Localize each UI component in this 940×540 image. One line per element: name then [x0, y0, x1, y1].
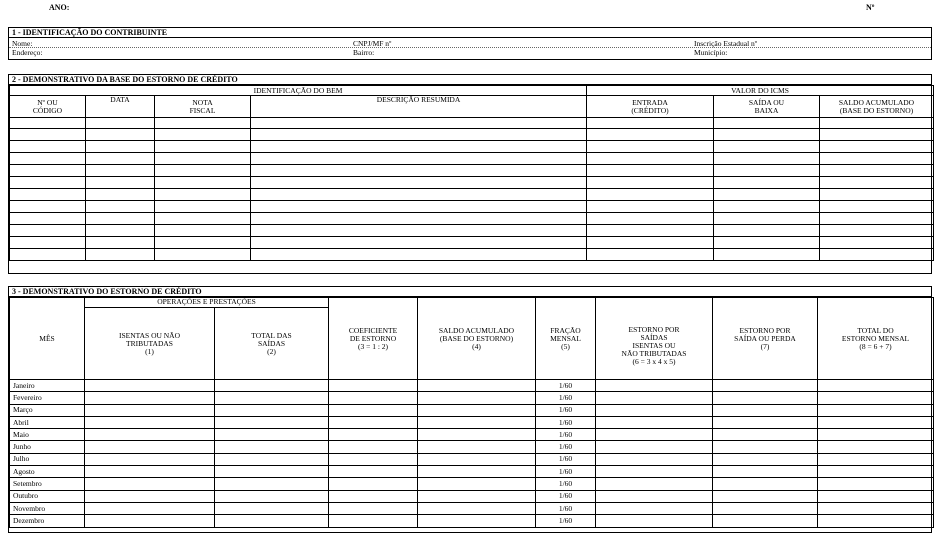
- month-row: [10, 502, 934, 514]
- base-estorno-cell[interactable]: [155, 201, 251, 213]
- col-estorno-perda: ESTORNO POR SAÍDA OU PERDA (7): [713, 298, 818, 380]
- month-label: Maio: [10, 429, 85, 441]
- estorno-cell[interactable]: [596, 392, 713, 404]
- estorno-cell[interactable]: [818, 404, 934, 416]
- base-estorno-cell[interactable]: [714, 129, 820, 141]
- estorno-cell[interactable]: [329, 490, 418, 502]
- estorno-cell[interactable]: [215, 404, 329, 416]
- base-estorno-cell[interactable]: [251, 225, 587, 237]
- estorno-cell[interactable]: [329, 416, 418, 428]
- col-isentas: ISENTAS OU NÃO TRIBUTADAS (1): [85, 308, 215, 380]
- base-estorno-row: [10, 201, 934, 213]
- month-label: Outubro: [10, 490, 85, 502]
- base-estorno-row: [10, 129, 934, 141]
- base-estorno-cell[interactable]: [714, 153, 820, 165]
- base-estorno-cell[interactable]: [587, 118, 714, 129]
- month-row: [10, 490, 934, 502]
- base-estorno-cell[interactable]: [714, 177, 820, 189]
- base-estorno-cell[interactable]: [587, 201, 714, 213]
- base-estorno-cell[interactable]: [86, 165, 155, 177]
- base-estorno-cell[interactable]: [714, 201, 820, 213]
- estorno-cell[interactable]: [215, 416, 329, 428]
- estorno-cell[interactable]: [329, 478, 418, 490]
- base-estorno-cell[interactable]: [251, 118, 587, 129]
- estorno-cell[interactable]: [596, 502, 713, 514]
- estorno-cell[interactable]: [215, 502, 329, 514]
- base-estorno-row: [10, 165, 934, 177]
- col-data: DATA: [86, 96, 155, 118]
- estorno-cell[interactable]: [818, 453, 934, 465]
- base-estorno-cell[interactable]: [251, 201, 587, 213]
- base-estorno-cell[interactable]: [587, 249, 714, 261]
- estorno-cell[interactable]: [418, 515, 536, 527]
- base-estorno-cell[interactable]: [820, 225, 934, 237]
- month-label: Dezembro: [10, 515, 85, 527]
- base-estorno-cell[interactable]: [10, 141, 86, 153]
- base-estorno-cell[interactable]: [86, 237, 155, 249]
- base-estorno-row: [10, 189, 934, 201]
- estorno-cell[interactable]: [713, 416, 818, 428]
- estorno-cell[interactable]: [418, 453, 536, 465]
- estorno-cell[interactable]: [329, 429, 418, 441]
- estorno-cell[interactable]: [215, 466, 329, 478]
- estorno-cell[interactable]: [418, 380, 536, 392]
- section3-title: 3 - DEMONSTRATIVO DO ESTORNO DE CRÉDITO: [9, 287, 931, 297]
- estorno-cell[interactable]: [418, 490, 536, 502]
- base-estorno-row: [10, 213, 934, 225]
- estorno-cell[interactable]: [215, 380, 329, 392]
- base-estorno-table: [9, 85, 934, 261]
- month-label: Março: [10, 404, 85, 416]
- base-estorno-cell[interactable]: [86, 249, 155, 261]
- fraction-cell: 1/60: [536, 392, 596, 404]
- estorno-cell[interactable]: [215, 478, 329, 490]
- estorno-cell[interactable]: [329, 466, 418, 478]
- base-estorno-row: [10, 237, 934, 249]
- base-estorno-cell[interactable]: [587, 213, 714, 225]
- base-estorno-cell[interactable]: [155, 249, 251, 261]
- month-label: Abril: [10, 416, 85, 428]
- nome-field[interactable]: Nome:: [12, 39, 33, 48]
- base-estorno-cell[interactable]: [251, 177, 587, 189]
- base-estorno-cell[interactable]: [155, 165, 251, 177]
- col-fracao-mensal: FRAÇÃO MENSAL (5): [536, 298, 596, 380]
- base-estorno-cell[interactable]: [820, 189, 934, 201]
- base-estorno-cell[interactable]: [820, 237, 934, 249]
- month-label: Agosto: [10, 466, 85, 478]
- estorno-cell[interactable]: [713, 404, 818, 416]
- estorno-cell[interactable]: [818, 429, 934, 441]
- base-estorno-cell[interactable]: [251, 237, 587, 249]
- base-estorno-row: [10, 225, 934, 237]
- base-estorno-cell[interactable]: [587, 177, 714, 189]
- estorno-cell[interactable]: [596, 404, 713, 416]
- estorno-cell[interactable]: [818, 502, 934, 514]
- base-estorno-cell[interactable]: [86, 201, 155, 213]
- estorno-cell[interactable]: [818, 392, 934, 404]
- estorno-cell[interactable]: [596, 515, 713, 527]
- month-label: Fevereiro: [10, 392, 85, 404]
- month-label: Junho: [10, 441, 85, 453]
- estorno-credito-table: [9, 297, 934, 528]
- estorno-cell[interactable]: [713, 502, 818, 514]
- estorno-cell[interactable]: [713, 515, 818, 527]
- estorno-cell[interactable]: [713, 392, 818, 404]
- month-row: [10, 515, 934, 527]
- estorno-cell[interactable]: [418, 502, 536, 514]
- fraction-cell: 1/60: [536, 502, 596, 514]
- base-estorno-cell[interactable]: [10, 177, 86, 189]
- estorno-cell[interactable]: [818, 478, 934, 490]
- base-estorno-cell[interactable]: [10, 189, 86, 201]
- month-row: [10, 392, 934, 404]
- base-estorno-cell[interactable]: [86, 153, 155, 165]
- base-estorno-cell[interactable]: [714, 213, 820, 225]
- estorno-cell[interactable]: [215, 441, 329, 453]
- fraction-cell: 1/60: [536, 478, 596, 490]
- col-saldo-acumulado-3: SALDO ACUMULADO (BASE DO ESTORNO) (4): [418, 298, 536, 380]
- base-estorno-cell[interactable]: [10, 118, 86, 129]
- month-row: [10, 380, 934, 392]
- estorno-cell[interactable]: [418, 392, 536, 404]
- estorno-cell[interactable]: [85, 453, 215, 465]
- estorno-cell[interactable]: [85, 502, 215, 514]
- base-estorno-cell[interactable]: [155, 129, 251, 141]
- estorno-cell[interactable]: [85, 416, 215, 428]
- base-estorno-cell[interactable]: [251, 189, 587, 201]
- estorno-cell[interactable]: [713, 429, 818, 441]
- month-label: Julho: [10, 453, 85, 465]
- base-estorno-cell[interactable]: [714, 249, 820, 261]
- estorno-cell[interactable]: [85, 490, 215, 502]
- base-estorno-cell[interactable]: [155, 213, 251, 225]
- base-estorno-cell[interactable]: [714, 165, 820, 177]
- estorno-cell[interactable]: [329, 453, 418, 465]
- estorno-cell[interactable]: [85, 404, 215, 416]
- base-estorno-cell[interactable]: [820, 153, 934, 165]
- month-label: Setembro: [10, 478, 85, 490]
- estorno-cell[interactable]: [85, 515, 215, 527]
- estorno-cell[interactable]: [329, 441, 418, 453]
- col-saida-baixa: SAÍDA OU BAIXA: [714, 96, 820, 118]
- estorno-cell[interactable]: [215, 453, 329, 465]
- base-estorno-cell[interactable]: [587, 189, 714, 201]
- base-estorno-cell[interactable]: [820, 249, 934, 261]
- municipio-field[interactable]: Município:: [694, 48, 728, 57]
- base-estorno-cell[interactable]: [86, 118, 155, 129]
- estorno-cell[interactable]: [596, 380, 713, 392]
- col-estorno-isentas: ESTORNO POR SAÍDAS ISENTAS OU NÃO TRIBUTADAS (6 = 3 x 4 x 5): [596, 298, 713, 380]
- month-label: Janeiro: [10, 380, 85, 392]
- section2-title: 2 - DEMONSTRATIVO DA BASE DO ESTORNO DE CRÉDITO: [9, 75, 931, 85]
- col-coeficiente: COEFICIENTE DE ESTORNO (3 = 1 : 2): [329, 298, 418, 380]
- estorno-cell[interactable]: [713, 453, 818, 465]
- base-estorno-cell[interactable]: [86, 213, 155, 225]
- month-row: [10, 441, 934, 453]
- base-estorno-cell[interactable]: [714, 237, 820, 249]
- group-valor-icms: VALOR DO ICMS: [587, 86, 934, 96]
- base-estorno-cell[interactable]: [587, 237, 714, 249]
- estorno-cell[interactable]: [215, 429, 329, 441]
- base-estorno-cell[interactable]: [10, 213, 86, 225]
- estorno-cell[interactable]: [418, 416, 536, 428]
- estorno-cell[interactable]: [818, 441, 934, 453]
- estorno-cell[interactable]: [85, 478, 215, 490]
- fraction-cell: 1/60: [536, 404, 596, 416]
- month-row: [10, 404, 934, 416]
- estorno-cell[interactable]: [713, 490, 818, 502]
- month-row: [10, 466, 934, 478]
- estorno-cell[interactable]: [818, 490, 934, 502]
- estorno-cell[interactable]: [596, 441, 713, 453]
- estorno-cell[interactable]: [596, 453, 713, 465]
- base-estorno-cell[interactable]: [820, 213, 934, 225]
- col-saldo-acumulado: SALDO ACUMULADO (BASE DO ESTORNO): [820, 96, 934, 118]
- estorno-cell[interactable]: [818, 466, 934, 478]
- col-descricao: DESCRIÇÃO RESUMIDA: [251, 96, 587, 118]
- section-identificacao: [8, 27, 932, 60]
- base-estorno-cell[interactable]: [251, 141, 587, 153]
- base-estorno-cell[interactable]: [820, 118, 934, 129]
- base-estorno-row: [10, 141, 934, 153]
- fraction-cell: 1/60: [536, 453, 596, 465]
- estorno-cell[interactable]: [85, 392, 215, 404]
- base-estorno-cell[interactable]: [155, 118, 251, 129]
- estorno-cell[interactable]: [596, 416, 713, 428]
- estorno-cell[interactable]: [329, 392, 418, 404]
- estorno-cell[interactable]: [596, 478, 713, 490]
- group-identificacao-bem: IDENTIFICAÇÃO DO BEM: [10, 86, 587, 96]
- estorno-cell[interactable]: [329, 515, 418, 527]
- base-estorno-cell[interactable]: [820, 165, 934, 177]
- estorno-cell[interactable]: [418, 441, 536, 453]
- month-row: [10, 416, 934, 428]
- base-estorno-cell[interactable]: [714, 225, 820, 237]
- base-estorno-cell[interactable]: [820, 141, 934, 153]
- base-estorno-cell[interactable]: [86, 177, 155, 189]
- group-operacoes: OPERAÇÕES E PRESTAÇÕES: [85, 298, 329, 308]
- col-nota-fiscal: NOTA FISCAL: [155, 96, 251, 118]
- base-estorno-cell[interactable]: [10, 153, 86, 165]
- base-estorno-cell[interactable]: [155, 177, 251, 189]
- base-estorno-row: [10, 177, 934, 189]
- base-estorno-cell[interactable]: [714, 189, 820, 201]
- estorno-cell[interactable]: [418, 404, 536, 416]
- estorno-cell[interactable]: [215, 515, 329, 527]
- estorno-cell[interactable]: [85, 441, 215, 453]
- fraction-cell: 1/60: [536, 380, 596, 392]
- base-estorno-cell[interactable]: [820, 201, 934, 213]
- estorno-cell[interactable]: [215, 490, 329, 502]
- fraction-cell: 1/60: [536, 466, 596, 478]
- base-estorno-cell[interactable]: [86, 141, 155, 153]
- estorno-cell[interactable]: [418, 478, 536, 490]
- col-total-estorno: TOTAL DO ESTORNO MENSAL (8 = 6 + 7): [818, 298, 934, 380]
- estorno-cell[interactable]: [713, 466, 818, 478]
- base-estorno-row: [10, 118, 934, 129]
- section-estorno-credito: [8, 286, 932, 533]
- base-estorno-cell[interactable]: [587, 225, 714, 237]
- base-estorno-cell[interactable]: [820, 129, 934, 141]
- fraction-cell: 1/60: [536, 515, 596, 527]
- estorno-cell[interactable]: [418, 466, 536, 478]
- base-estorno-cell[interactable]: [251, 165, 587, 177]
- base-estorno-cell[interactable]: [251, 249, 587, 261]
- base-estorno-cell[interactable]: [251, 129, 587, 141]
- base-estorno-cell[interactable]: [587, 129, 714, 141]
- endereco-field[interactable]: Endereço:: [12, 48, 43, 57]
- estorno-cell[interactable]: [713, 478, 818, 490]
- base-estorno-cell[interactable]: [10, 165, 86, 177]
- col-total-saidas: TOTAL DAS SAÍDAS (2): [215, 308, 329, 380]
- month-row: [10, 478, 934, 490]
- col-numero-codigo: Nº OU CÓDIGO: [10, 96, 86, 118]
- estorno-cell[interactable]: [215, 392, 329, 404]
- estorno-cell[interactable]: [85, 380, 215, 392]
- base-estorno-row: [10, 153, 934, 165]
- col-entrada: ENTRADA (CRÉDITO): [587, 96, 714, 118]
- estorno-cell[interactable]: [596, 429, 713, 441]
- base-estorno-cell[interactable]: [587, 153, 714, 165]
- base-estorno-cell[interactable]: [10, 225, 86, 237]
- base-estorno-cell[interactable]: [10, 237, 86, 249]
- estorno-cell[interactable]: [418, 429, 536, 441]
- month-row: [10, 429, 934, 441]
- base-estorno-cell[interactable]: [251, 213, 587, 225]
- numero-label: Nº: [866, 3, 875, 12]
- base-estorno-cell[interactable]: [155, 141, 251, 153]
- section1-title: 1 - IDENTIFICAÇÃO DO CONTRIBUINTE: [9, 28, 931, 38]
- base-estorno-cell[interactable]: [587, 141, 714, 153]
- ano-label: ANO:: [49, 3, 70, 12]
- base-estorno-cell[interactable]: [86, 129, 155, 141]
- base-estorno-row: [10, 249, 934, 261]
- base-estorno-cell[interactable]: [714, 118, 820, 129]
- fraction-cell: 1/60: [536, 429, 596, 441]
- estorno-cell[interactable]: [713, 380, 818, 392]
- base-estorno-cell[interactable]: [86, 189, 155, 201]
- base-estorno-cell[interactable]: [714, 141, 820, 153]
- inscricao-field[interactable]: Inscrição Estadual nº: [694, 39, 758, 48]
- base-estorno-cell[interactable]: [155, 225, 251, 237]
- estorno-cell[interactable]: [596, 490, 713, 502]
- estorno-cell[interactable]: [85, 466, 215, 478]
- estorno-cell[interactable]: [329, 380, 418, 392]
- estorno-cell[interactable]: [713, 441, 818, 453]
- base-estorno-cell[interactable]: [10, 249, 86, 261]
- month-label: Novembro: [10, 502, 85, 514]
- base-estorno-cell[interactable]: [86, 225, 155, 237]
- estorno-cell[interactable]: [85, 429, 215, 441]
- base-estorno-cell[interactable]: [820, 177, 934, 189]
- base-estorno-cell[interactable]: [155, 153, 251, 165]
- estorno-cell[interactable]: [818, 515, 934, 527]
- cnpj-field[interactable]: CNPJ/MF nº: [353, 39, 392, 48]
- base-estorno-cell[interactable]: [251, 153, 587, 165]
- estorno-cell[interactable]: [818, 416, 934, 428]
- col-mes: MÊS: [10, 298, 85, 380]
- base-estorno-cell[interactable]: [155, 237, 251, 249]
- month-row: [10, 453, 934, 465]
- fraction-cell: 1/60: [536, 490, 596, 502]
- base-estorno-cell[interactable]: [10, 129, 86, 141]
- estorno-cell[interactable]: [329, 404, 418, 416]
- estorno-cell[interactable]: [596, 466, 713, 478]
- bairro-field[interactable]: Bairro:: [353, 48, 375, 57]
- base-estorno-cell[interactable]: [587, 165, 714, 177]
- base-estorno-cell[interactable]: [10, 201, 86, 213]
- section-base-estorno: [8, 74, 932, 274]
- estorno-cell[interactable]: [818, 380, 934, 392]
- fraction-cell: 1/60: [536, 441, 596, 453]
- base-estorno-cell[interactable]: [155, 189, 251, 201]
- estorno-cell[interactable]: [329, 502, 418, 514]
- fraction-cell: 1/60: [536, 416, 596, 428]
